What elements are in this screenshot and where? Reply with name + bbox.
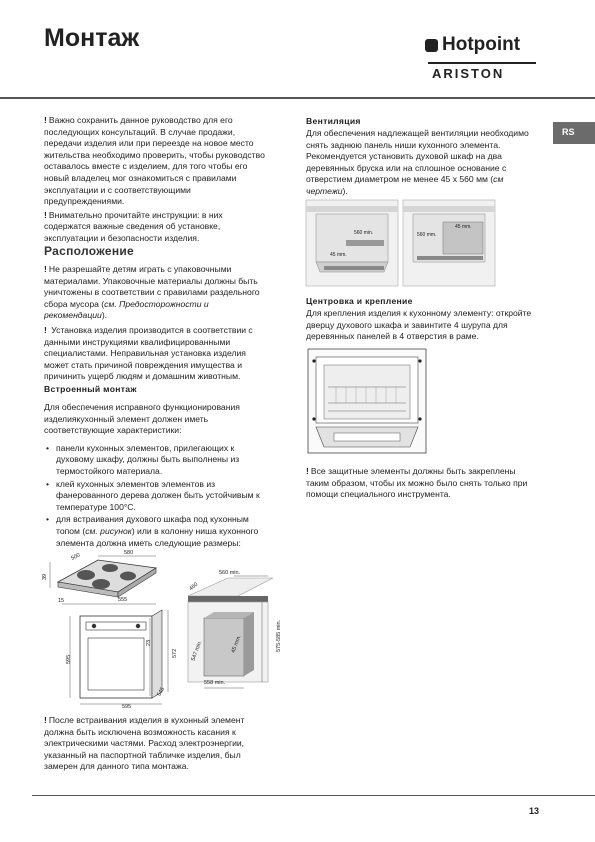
ventilation-paragraph (306, 128, 534, 198)
hob-drawing (58, 560, 156, 597)
warning-mark: ! (44, 264, 47, 274)
dim-572: 572 (172, 648, 178, 658)
packaging-text-end: ). (101, 310, 108, 321)
dim-23: 23 (146, 639, 152, 646)
dim-500: 500 (70, 552, 82, 562)
vent-right-45: 45 mm. (455, 224, 472, 230)
warning-mark: ! (306, 466, 309, 476)
dim-595-vertical: 595 (66, 654, 72, 664)
brand-logo (425, 34, 520, 56)
fixing-paragraph: Для крепления изделия к кухонному элементу: откройте дверцу духового шкафа и завинтите 4 шурупа для деревянных панелей в 4 отверстия в раме. (306, 308, 532, 342)
list-item: • панели кухонных элементов, прилегающих к духовому шкафу, должны быть выполнены из термостойкого материала. (44, 443, 269, 478)
section-heading-ventilation: Вентиляция (306, 116, 361, 126)
installation-text: Установка изделия производится в соответствии с данными инструкциями квалифицированными специалистами. Неправильная установка изделия может стать причиной повреждения имущества и причинить ущерб людям и домашним животным. (44, 324, 253, 382)
intro-text: Важно сохранить данное руководство для его последующих консультаций. В случае продажи, передачи изделия или при переезде на новое место жительства необходимо проверить, чтобы руководство оставалось вместе с изделием, для того чтобы его новый владелец мог ознакомиться с правилами эксплуатации и с соответствующими предупреждениями. (44, 115, 265, 207)
safety-note (306, 466, 536, 503)
dimensions-figure (38, 548, 282, 710)
dim-580: 580 (124, 550, 134, 556)
ventilation-text-block (306, 128, 534, 200)
oven-fixing-figure (306, 347, 428, 455)
warning-mark: ! (44, 324, 47, 335)
language-tab: RS (553, 122, 595, 144)
dim-560-min: 560 min. (219, 570, 241, 576)
oven-front-drawing (80, 610, 162, 698)
ventilation-figure-right (403, 200, 495, 286)
dim-558-min: 558 min. (204, 680, 226, 686)
safety-text: Все защитные элементы должны быть закреплены таким образом, чтобы их можно было снять только при помощи специального инструмента. (306, 466, 528, 500)
vent-left-560: 560 min. (354, 230, 374, 236)
list-item: • клей кухонных элементов элементов из фанерованного дерева должен быть устойчивым к температуре 100°С. (44, 479, 269, 514)
vent-left-45: 45 mm. (330, 252, 347, 258)
ventilation-text-end: ). (342, 185, 348, 196)
left-column-builtin (44, 402, 269, 550)
left-column-closing (44, 715, 269, 775)
brand-subname: ARISTON (432, 66, 505, 81)
left-column-intro (44, 115, 269, 247)
section-heading-location: Расположение (44, 244, 135, 258)
safety-paragraph (306, 466, 536, 501)
figure-ref: см. рисунок (85, 525, 132, 536)
dim-45-mm: 45 mm. (230, 634, 243, 654)
requirements-list (44, 443, 269, 549)
left-column-location (44, 264, 269, 385)
footer-rule (32, 795, 595, 796)
warning-mark: ! (44, 715, 47, 725)
logo-divider (428, 62, 536, 64)
brand-mark-icon (425, 39, 438, 52)
section-heading-fixing: Центровка и крепление (306, 296, 413, 306)
dim-460: 460 (188, 581, 200, 593)
dim-39: 39 (42, 573, 48, 580)
list-item (44, 514, 269, 549)
drawing-ref: см чертежи (306, 174, 504, 196)
closing-paragraph (44, 715, 269, 773)
dim-15: 15 (58, 598, 65, 604)
packaging-text: Не разрешайте детям играть с упаковочными материалами. Упаковочные материалы должны быть уничтожены в соответствии с правилами раздельного сбора мусора ( (44, 264, 260, 309)
dim-545: 545 (156, 686, 167, 698)
packaging-paragraph (44, 264, 269, 322)
dim-575-585: 575-585 min. (276, 619, 282, 652)
installation-paragraph (44, 325, 269, 383)
page-title: Монтаж (44, 24, 140, 52)
section-heading-builtin: Встроенный монтаж (44, 384, 137, 394)
brand-name: Hotpoint (442, 34, 521, 55)
intro-paragraph (44, 115, 269, 208)
ventilation-figure-left (306, 200, 398, 286)
dim-555: 555 (118, 597, 128, 603)
list-item-text: для встраивания духового шкафа под кухонным топом ( (56, 514, 249, 536)
list-item-text-end: ) или в колонну ниша кухонного элемента должна иметь следующие размеры: (56, 525, 259, 548)
cabinet-drawing (188, 578, 273, 682)
warning-mark: ! (44, 209, 47, 220)
ventilation-text: Для обеспечения надлежащей вентиляции необходимо снять заднюю панель ниши кухонного элемента. Рекомендуется установить духовой шкаф на два деревянных бруска или на сплошное основание с отверстием диаметром не менее 45 х 560 мм ( (306, 128, 529, 185)
header-rule (0, 97, 595, 99)
packaging-ref: см. Предосторожности и рекомендации (44, 298, 209, 321)
instructions-paragraph (44, 210, 269, 245)
closing-text: После встраивания изделия в кухонный элемент должна быть исключена возможность касания к электрическими частями. Расход электроэнергии, указанный на паспортной табличке изделия, был замерен для данного типа монтажа. (44, 715, 245, 772)
builtin-intro: Для обеспечения исправного функционирования изделиякухонный элемент должен иметь соответствующие характеристики: (44, 402, 240, 436)
dim-595-horizontal: 595 (122, 704, 132, 710)
dim-547-min: 547 min. (190, 639, 204, 662)
page-number: 13 (529, 806, 540, 816)
warning-mark: ! (44, 115, 47, 125)
vent-right-560: 560 mm. (417, 232, 437, 238)
instructions-text: Внимательно прочитайте инструкции: в них содержатся важные сведения об установке, эксплуатации и безопасности изделия. (44, 209, 223, 243)
